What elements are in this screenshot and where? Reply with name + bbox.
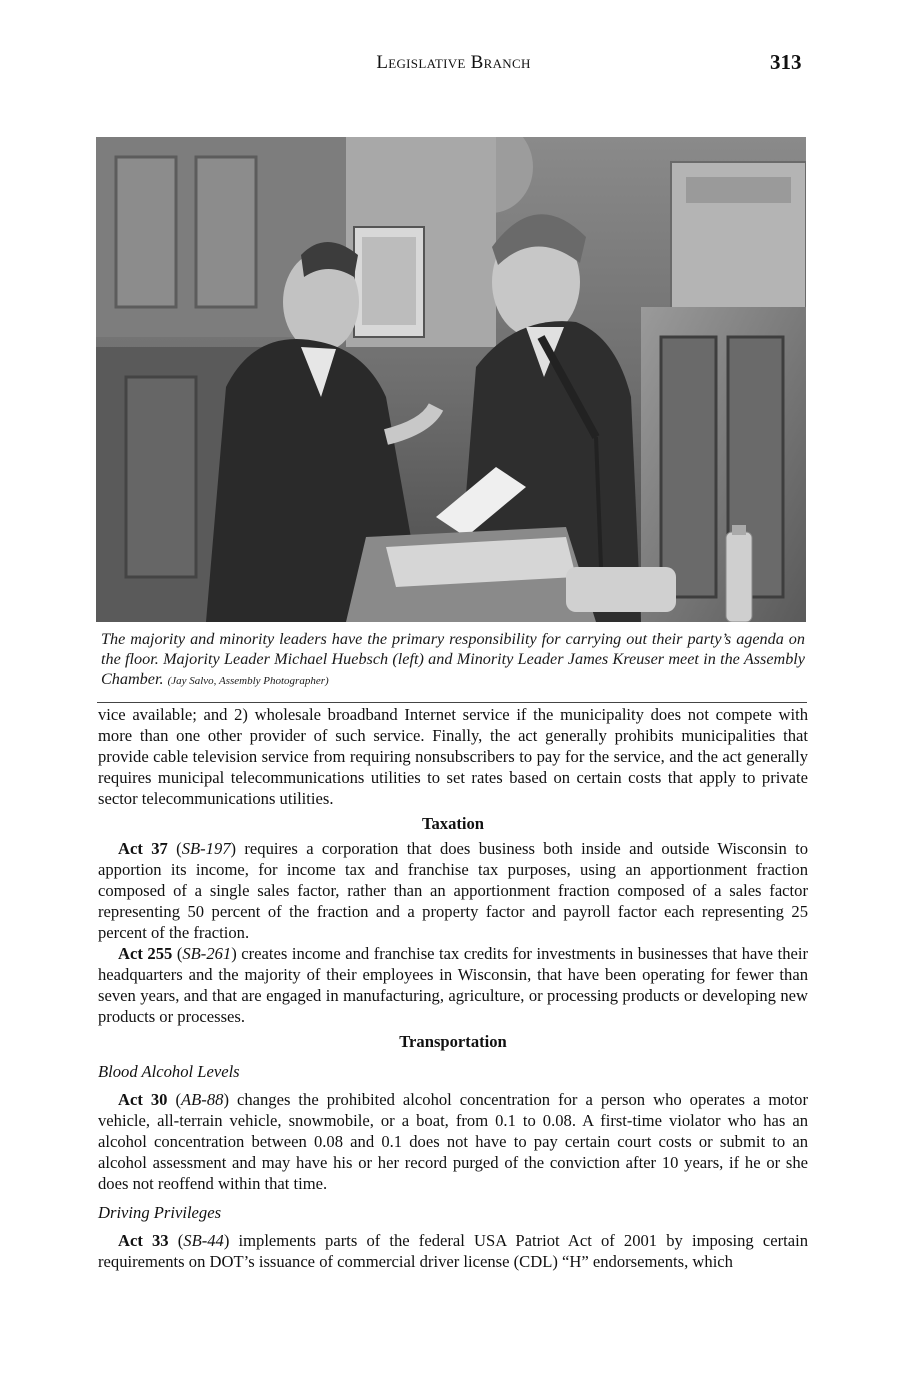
photo-credit: (Jay Salvo, Assembly Photographer) [167,675,329,687]
subheading-driving-privileges: Driving Privileges [98,1203,222,1222]
body-text [98,704,808,1272]
paren-open: ( [172,944,183,963]
paragraph-act-30 [98,1089,808,1194]
running-head: Legislative Branch [376,52,531,73]
bill-number: AB-88 [181,1090,224,1109]
act-number: Act 30 [118,1090,168,1109]
caption-text: The majority and minority leaders have the primary responsibility for carrying out their party’s agenda on the floor. Majority Leader Michael Huebsch (left) and Minority Leader James Kreuser meet in the Assembly Chamber. [101,630,805,688]
paragraph-act-37 [98,838,808,943]
paren-open: ( [167,839,182,858]
act-number: Act 37 [118,839,168,858]
act-number: Act 33 [118,1231,169,1250]
assembly-photo [96,137,806,622]
act-text: ) creates income and franchise tax credits for investments in businesses that have their headquarters and the majority of their employees in Wisconsin, that have been operating for fewer than seven years, and that are engaged in manufacturing, agriculture, or processing products or developing new products or processes. [98,944,808,1026]
paren-open: ( [168,1231,184,1250]
section-heading-transportation: Transportation [399,1032,507,1051]
intro-paragraph: vice available; and 2) wholesale broadband Internet service if the municipality does not compete with more than one other provider of such service. Finally, the act generally prohibits municipalities that provide cable television service from requiring nonsubscribers to pay for the service, and the act generally requires municipal telecommunications utilities to set rates based on certain costs that apply to private sector telecommunications utilities. [98,705,808,808]
subheading-blood-alcohol: Blood Alcohol Levels [98,1062,240,1081]
act-text: ) changes the prohibited alcohol concentration for a person who operates a motor vehicle, all-terrain vehicle, snowmobile, or a boat, from 0.1 to 0.08. A first-time violator who has an alcohol concentration between 0.08 and 0.1 does not have to pay certain court costs or submit to an alcohol assessment and may have his or her record purged of the conviction after 10 years, if he or she does not reoffend within that time. [98,1090,808,1193]
bill-number: SB-44 [183,1231,224,1250]
paragraph-act-255 [98,943,808,1027]
act-text: ) implements parts of the federal USA Patriot Act of 2001 by imposing certain requirements on DOT’s issuance of commercial driver license (CDL) “H” endorsements, which [98,1231,808,1271]
act-number: Act 255 [118,944,173,963]
act-text: ) requires a corporation that does business both inside and outside Wisconsin to apportion its income, for income tax and franchise tax purposes, using an apportionment fraction composed of a single sales factor, rather than an apportionment fraction composed of a sales factor representing 50 percent of the fraction and a property factor and payroll factor each representing 25 percent of the fraction. [98,839,808,942]
section-heading-taxation: Taxation [421,814,485,833]
photo-caption [101,629,805,691]
page-number: 313 [770,50,802,74]
bill-number: SB-197 [181,839,231,858]
caption-divider [97,702,807,703]
paragraph-act-33 [98,1230,808,1272]
bill-number: SB-261 [182,944,232,963]
paren-open: ( [167,1090,182,1109]
